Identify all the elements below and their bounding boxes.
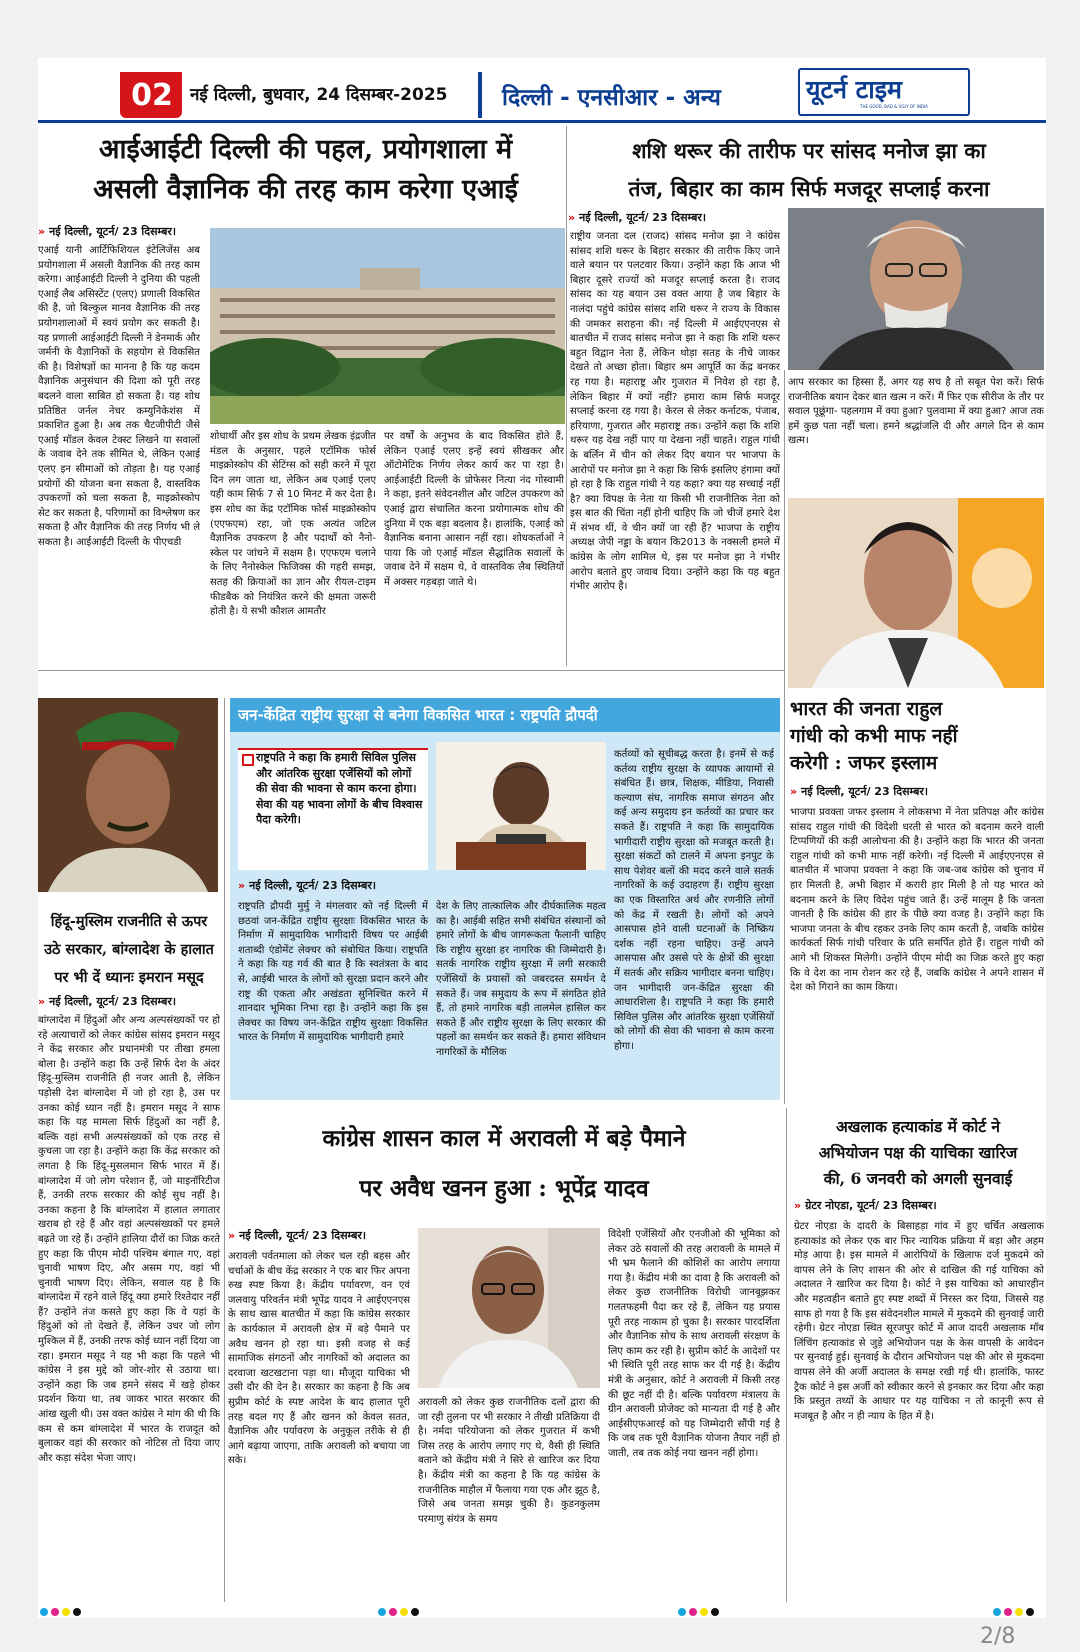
masthead — [38, 58, 1046, 122]
byline-president: » नई दिल्ली, यूटर्न/ 23 दिसम्बर। — [238, 879, 377, 892]
byline-aravalli: » नई दिल्ली, यूटर्न/ 23 दिसम्बर। — [228, 1229, 367, 1242]
aravalli-col2: अरावली को लेकर कुछ राजनीतिक दलों द्वारा की जा रही तुलना पर भी सरकार ने तीखी प्रतिक्रिया दी है। नर्मदा परियोजना को लेकर गुजरात में कभी जिस तरह के आरोप लगाए गए थे, वैसी ही स्थिति बताने को केंद्रीय मंत्री ने सिरे से खारिज कर दिया है। केंद्रीय मंत्री का कहना है कि यह कांग्रेस के राजनीतिक माहौल में फैलाया गया एक और झूठ है, जिसे अब जनता समझ चुकी है। कुडनकुलम परमाणु संयंत्र के समय — [418, 1397, 600, 1525]
iit-col3: पर वर्षों के अनुभव के बाद विकसित होते हैं, लेकिन एआई एलए इन्हें स्वयं सीखकर और ऑटोमेटिक निर्णय लेकर कार्य कर पा रहा है। आईआईटी दिल्ली के प्रोफेसर नित्या नंद गोस्वामी ने कहा, इतने संवेदनशील और जटिल उपकरण को एआई द्वारा संचालित करना प्रयोगात्मक शोध की दुनिया में एक बड़ा बदलाव है। हालांकि, एआई को वैज्ञानिक बनाना आसान नहीं रहा। शोधकर्ताओं ने पाया कि जो एआई मॉडल सैद्धांतिक सवालों के जवाब देने में सक्षम थे, वे वास्तविक लैब स्थितियों में अक्सर गड़बड़ा जाते थे। — [384, 431, 564, 588]
byline-iit: » नई दिल्ली, यूटर्न/ 23 दिसम्बर। — [38, 225, 177, 238]
headline-aravalli-line2: पर अवैध खनन हुआ : भूपेंद्र यादव — [359, 1175, 649, 1202]
headline-akhlaq-line2: अभियोजन पक्ष की याचिका खारिज — [818, 1143, 1018, 1162]
aravalli-col3: विदेशी एजेंसियों और एनजीओ की भूमिका को लेकर उठे सवालों की तरह अरावली के मामले में भी भ्रम फैलाने की कोशिशें का आरोप लगाया गया है। केंद्रीय मंत्री का दावा है कि अरावली को लेकर कुछ राजनीतिक विरोधी जानबूझकर गलतफहमी पैदा कर रहे हैं, लेकिन यह प्रयास पूरी तरह नाकाम हो चुका है। सरकार पारदर्शिता और वैज्ञानिक सोच के साथ अरावली संरक्षण के लिए काम कर रही है। सुप्रीम कोर्ट के आदेशों पर भी स्थिति पूरी तरह साफ कर दी गई है। केंद्रीय मंत्री के अनुसार, कोर्ट ने अरावली में किसी तरह की छूट नहीं दी है। बल्कि पर्यावरण मंत्रालय के ग्रीन अरावली प्रोजेक्ट को मान्यता दी गई है और आईसीएफआरई को यह जिम्मेदारी सौंपी गई है कि जब तक पूरी वैज्ञानिक योजना तैयार नहीं हो जाती, तब तक कोई नया खनन नहीं होगा। — [608, 1229, 780, 1459]
headline-zafar-line3: करेगी : जफर इस्लाम — [790, 752, 938, 774]
print-registration-marks — [993, 1608, 1034, 1616]
headline-manoj-jha-line1: शशि थरूर की तारीफ पर सांसद मनोज झा का — [632, 138, 986, 163]
headline-imran-masood — [38, 908, 220, 992]
headline-aravalli-line1: कांग्रेस शासन काल में अरावली में बड़े पैमाने — [322, 1125, 686, 1152]
byline-imran-masood: » नई दिल्ली, यूटर्न/ 23 दिसम्बर। — [38, 995, 177, 1008]
byline-manoj-jha: » नई दिल्ली, यूटर्न/ 23 दिसम्बर। — [568, 211, 707, 224]
dateline: नई दिल्ली, बुधवार, 24 दिसम्बर-2025 — [190, 85, 448, 105]
page-indicator: 2/8 — [980, 1624, 1016, 1649]
print-registration-marks — [40, 1608, 81, 1616]
column-rule — [566, 126, 567, 666]
president-headline: जन-केंद्रित राष्ट्रीय सुरक्षा से बनेगा विकसित भारत : राष्ट्रपति द्रौपदी — [238, 706, 598, 724]
section-divider — [478, 72, 482, 118]
zafar-islam-photo — [788, 498, 1044, 688]
imran-masood-photo — [38, 698, 218, 892]
president-col1: राष्ट्रपति द्रौपदी मुर्मु ने मंगलवार को नई दिल्ली में छठवां जन-केंद्रित राष्ट्रीय सुरक्षाः विकसित भारत के निर्माण में सामुदायिक भागीदारी विषय पर आईबी शताब्दी एंडोमेंट लेक्चर को संबोधित किया। राष्ट्रपति ने कहा कि यह गर्व की बात है कि स्वतंत्रता के बाद से, आईबी भारत के लोगों को सुरक्षा प्रदान करने और राष्ट्र की एकता और अखंडता सुनिश्चित करने में शानदार भूमिका निभा रहा है। उन्होंने कहा कि इस लेक्चर का विषय जन-केंद्रित राष्ट्रीय सुरक्षाः विकसित भारत के निर्माण में सामुदायिक भागीदारी हमारे — [238, 901, 428, 1044]
headline-iit-line2: असली वैज्ञानिक की तरह काम करेगा एआई — [93, 174, 518, 205]
headline-imran-line1: हिंदू-मुस्लिम राजनीति से ऊपर — [50, 913, 208, 930]
president-col3: कर्तव्यों को सूचीबद्ध करता है। इनमें से कई कर्तव्य राष्ट्रीय सुरक्षा के व्यापक आयामों से संबंधित हैं। छात्र, शिक्षक, मीडिया, निवासी कल्याण संघ, नागरिक समाज संगठन और कई अन्य समुदाय इन कर्तव्यों का प्रचार कर सकते हैं। राष्ट्रपति ने कहा कि सामुदायिक भागीदारी राष्ट्रीय सुरक्षा को मजबूत करती है। सुरक्षा संकटों को टालने में अपना इनपुट के साथ पेशेवर बलों की मदद करने वाले सतर्क नागरिकों के कई उदाहरण हैं। राष्ट्रीय सुरक्षा का एक विस्तारित अर्थ और रणनीति लोगों को केंद्र में रखती है। लोगों को अपने आसपास होने वाली घटनाओं के निष्क्रिय दर्शक नहीं रहना चाहिए। उन्हें अपने आसपास और उससे परे के क्षेत्रों की सुरक्षा में सतर्क और सक्रिय भागीदार बनना चाहिए। जन भागीदारी जन-केंद्रित सुरक्षा की आधारशिला है। राष्ट्रपति ने कहा कि हमारी सिविल पुलिस और आंतरिक सुरक्षा एजेंसियों को लोगों की सेवा की भावना से काम करना होगा। — [614, 749, 774, 1052]
section-title: दिल्ली - एनसीआर - अन्य — [502, 85, 721, 111]
zafar-islam-body: भाजपा प्रवक्ता जफर इस्लाम ने लोकसभा में नेता प्रतिपक्ष और कांग्रेस सांसद राहुल गांधी की विदेशी धरती से भारत को बदनाम करने वाली टिप्पणियों की कड़ी आलोचना की है। उन्होंने कहा कि भारत की जनता राहुल गांधी को कभी माफ नहीं करेगी। नई दिल्ली में आईएएनएस से बातचीत में भाजपा प्रवक्ता ने कहा कि जब-जब कांग्रेस को चुनाव में हार मिलती है, अभी बिहार में करारी हार मिली है तो यह भारत को बदनाम करने के लिए विदेश पहुंच जाते हैं। उन्हें मालूम है कि जनता जानती है कि कांग्रेस की हार के पीछे क्या वजह है। उन्होंने कहा कि भाजपा जनता के बीच रहकर उनके लिए काम करती है, जबकि कांग्रेस कार्यकर्ता सिर्फ गांधी परिवार के प्रति समर्पित होते हैं। राहुल गांधी को आगे भी शिकस्त मिलेगी। उन्होंने पीएम मोदी का जिक्र करते हुए कहा कि वे देश का नाम रोशन कर रहे हैं, जबकि कांग्रेस ने अपने शासन में देश को गिराने का काम किया। — [790, 807, 1044, 994]
iit-col1: एआई यानी आर्टिफिशियल इंटेलिजेंस अब प्रयोगशाला में असली वैज्ञानिक की तरह काम करेगा। आईआईटी दिल्ली ने दुनिया की पहली एआई लैब असिस्टेंट (एलए) प्रणाली विकसित की है, जो बिल्कुल मानव वैज्ञानिक की तरह प्रयोगशालाओं में स्वयं प्रयोग कर सकती है। यह प्रणाली आईआईटी दिल्ली ने डेनमार्क और जर्मनी के वैज्ञानिकों के सहयोग से विकसित की है। विशेषज्ञों का मानना है कि यह कदम वैज्ञानिक अनुसंधान की दिशा को पूरी तरह बदलने वाला साबित हो सकता है। यह शोध प्रतिष्ठित जर्नल नेचर कम्युनिकेशंस में प्रकाशित हुआ है। अब तक चैटजीपीटी जैसे एआई मॉडल केवल टेक्स्ट लिखने या सवालों के जवाब देने तक सीमित थे, लेकिन एआई एलए इन सीमाओं को तोड़ता है। यह एआई प्रयोगों की योजना बना सकता है, वास्तविक उपकरणों को चला सकता है, माइक्रोस्कोप सेट कर सकता है, परिणामों का विश्लेषण कर सकता है और वैज्ञानिक की तरह निर्णय भी ले सकता है। आईआईटी दिल्ली के पीएचडी — [38, 245, 200, 548]
quote-bullet-icon — [242, 754, 254, 766]
president-col2: देश के लिए तात्कालिक और दीर्घकालिक महत्व का है। आईबी सहित सभी संबंधित संस्थानों को हमारे लोगों के बीच जागरूकता फैलानी चाहिए कि राष्ट्रीय सुरक्षा हर नागरिक की जिम्मेदारी है। सतर्क नागरिक राष्ट्रीय सुरक्षा में लगी सरकारी एजेंसियों के प्रयासों को जबरदस्त समर्थन दे सकते हैं। जब समुदाय के रूप में संगठित होते हैं, तो हमारे नागरिक बड़ी तालमेल हासिल कर सकते हैं और राष्ट्रीय सुरक्षा के लिए सरकार की पहलों का समर्थन कर सकते हैं। हमारा संविधान नागरिकों के मौलिक — [436, 901, 606, 1058]
president-quote: राष्ट्रपति ने कहा कि हमारी सिविल पुलिस और आंतरिक सुरक्षा एजेंसियों को लोगों की सेवा की भावना से काम करना होगा। सेवा की यह भावना लोगों के बीच विश्वास पैदा करेगी। — [256, 751, 423, 826]
headline-imran-line2: उठे सरकार, बांग्लादेश के हालात — [44, 941, 214, 958]
headline-iit-line1: आईआईटी दिल्ली की पहल, प्रयोगशाला में — [98, 134, 513, 165]
header-rule — [38, 120, 1046, 123]
headline-aravalli — [228, 1114, 780, 1214]
akhlaq-body: ग्रेटर नोएडा के दादरी के बिसाहड़ा गांव में हुए चर्चित अखलाक हत्याकांड को लेकर एक बार फिर न्यायिक प्रक्रिया में बड़ा और अहम मोड़ आया है। इस मामले में आरोपियों के खिलाफ दर्ज मुकदमे को वापस लेने के लिए शासन की ओर से दाखिल की गई याचिका को अदालत ने खारिज कर दिया है। कोर्ट ने इस याचिका को आधारहीन और महत्वहीन बताते हुए स्पष्ट शब्दों में निरस्त कर दिया, जिससे यह साफ हो गया है कि इस संवेदनशील मामले में मुकदमे की सुनवाई जारी रहेगी। ग्रेटर नोएडा स्थित सूरजपुर कोर्ट में आज दादरी अखलाक मॉब लिंचिंग हत्याकांड से जुड़े अभियोजन पक्ष के केस वापसी के आवेदन पर सुनवाई हुई। सुनवाई के दौरान अभियोजन पक्ष की ओर से मुकदमा वापस लेने की अर्जी अदालत के समक्ष रखी गई थी। हालांकि, फास्ट ट्रैक कोर्ट ने इस अर्जी को स्वीकार करने से इनकार कर दिया और कहा कि प्रस्तुत तथ्यों के आधार पर यह याचिका न तो कानूनी रूप से मजबूत है और न ही न्याय के हित में है। — [794, 1221, 1044, 1422]
manoj-jha-body: राष्ट्रीय जनता दल (राजद) सांसद मनोज झा ने कांग्रेस सांसद शशि थरूर के बिहार सरकार की तारीफ किए जाने वाले बयान पर पलटवार किया। उन्होंने कहा कि आज भी बिहार दूसरे राज्यों को मजदूर सप्लाई करता है। राजद सांसद का यह बयान उस वक्त आया है जब बिहार के नालंदा पहुंचे कांग्रेस सांसद शशि थरूर ने राज्य के विकास की जमकर सराहना की। नई दिल्ली में आईएएनएस से बातचीत में राजद सांसद मनोज झा ने कहा कि शशि थरूर बहुत विद्वान नेता हैं, लेकिन थोड़ा सतह के नीचे जाकर देखते तो अच्छा होता। बिहार श्रम आपूर्ति का केंद्र बनकर रह गया है। महाराष्ट्र और गुजरात में निवेश हो रहा है, लेकिन बिहार में क्यों नहीं? हमारा काम सिर्फ मजदूर सप्लाई करना रह गया है। केरल से लेकर कर्नाटक, पंजाब, हरियाणा, गुजरात और महाराष्ट्र तक। उन्होंने कहा कि शशि थरूर यह देख नहीं पाए या देखना नहीं चाहते। राहुल गांधी के बर्लिन में चीन को लेकर दिए बयान पर भाजपा के आरोपों पर मनोज झा ने कहा कि सिर्फ इसलिए हंगामा क्यों हो रहा है कि राहुल गांधी ने यह कहा? क्या यह सच्चाई नहीं है? क्या विपक्ष के नेता या किसी भी राजनीतिक नेता को इस बात की चिंता नहीं होनी चाहिए कि जो चीजें हमारे देश में संभव थीं, वे चीन क्यों जा रही हैं? भाजपा के राष्ट्रीय अध्यक्ष जेपी नड्डा के बयान कि2013 के नक्सली हमले में कांग्रेस के लोग शामिल थे, इस पर मनोज झा ने गंभीर आरोप बताते हुए जवाब दिया। उन्होंने कहा कि यह बहुत गंभीर आरोप है। — [570, 231, 780, 593]
page-number: 02 — [131, 78, 173, 113]
print-registration-marks — [378, 1608, 419, 1616]
byline-akhlaq: » ग्रेटर नोएडा, यूटर्न/ 23 दिसम्बर। — [794, 1199, 937, 1212]
row-rule — [38, 670, 784, 671]
bhupender-yadav-photo — [418, 1228, 600, 1388]
headline-zafar-islam — [790, 696, 1044, 777]
president-photo — [436, 742, 606, 870]
print-registration-marks — [678, 1608, 719, 1616]
headline-zafar-line2: गांधी को कभी माफ नहीं — [790, 725, 958, 747]
brand-logo — [798, 68, 970, 116]
column-rule — [784, 370, 785, 1104]
brand-name: यूटर्न टाइम — [806, 75, 902, 104]
headline-akhlaq — [790, 1114, 1046, 1192]
brand-tagline: THE GOOD, BAD & UGLY OF INDIA — [860, 104, 928, 109]
iit-campus-photo — [210, 228, 565, 424]
aravalli-col1: अरावली पर्वतमाला को लेकर चल रही बहस और चर्चाओं के बीच केंद्र सरकार ने एक बार फिर अपना रुख स्पष्ट किया है। केंद्रीय पर्यावरण, वन एवं जलवायु परिवर्तन मंत्री भूपेंद्र यादव ने आईएएनएस के साथ खास बातचीत में कहा कि कांग्रेस सरकार के कार्यकाल में अरावली क्षेत्र में बड़े पैमाने पर अवैध खनन हो रहा था। इसी वजह से कई सामाजिक संगठनों और नागरिकों को अदालत का दरवाजा खटखटाना पड़ा था। मौजूदा याचिका भी उसी दौर की देन है। सरकार का कहना है कि अब सुप्रीम कोर्ट के स्पष्ट आदेश के बाद हालात पूरी तरह बदल गए हैं और खनन को केवल सतत, वैज्ञानिक और पर्यावरण के अनुकूल तरीके से ही आगे बढ़ाया जाएगा, ताकि अरावली को बचाया जा सके। — [228, 1251, 410, 1467]
iit-col2: शोधार्थी और इस शोध के प्रथम लेखक इंद्रजीत मंडल के अनुसार, पहले एटॉमिक फोर्स माइक्रोस्कोप की सेटिंग्स को सही करने में पूरा दिन लग जाता था, लेकिन अब एआई एलए यही काम सिर्फ 7 से 10 मिनट में कर देता है। इस शोध का केंद्र एटॉमिक फोर्स माइक्रोस्कोप (एएफएम) रहा, जो एक अत्यंत जटिल वैज्ञानिक उपकरण है और पदार्थों को नैनो-स्केल पर जांचने में सक्षम है। एएफएम चलाने के लिए नैनोस्केल फिजिक्स की गहरी समझ, सतह की क्रियाओं का ज्ञान और रीयल-टाइम फीडबैक को नियंत्रित करने की क्षमता जरूरी होती है। ये सभी कौशल आमतौर — [210, 431, 376, 618]
headline-manoj-jha — [572, 132, 1046, 208]
byline-zafar-islam: » नई दिल्ली, यूटर्न/ 23 दिसम्बर। — [790, 785, 929, 798]
column-rule — [786, 1108, 787, 1602]
headline-akhlaq-line1: अखलाक हत्याकांड में कोर्ट ने — [835, 1117, 1001, 1136]
headline-manoj-jha-line2: तंज, बिहार का काम सिर्फ मजदूर सप्लाई करना — [628, 176, 990, 201]
manoj-jha-photo — [788, 208, 1044, 370]
headline-imran-line3: पर भी दें ध्यानः इमरान मसूद — [54, 969, 204, 986]
manoj-jha-continued: आप सरकार का हिस्सा हैं, अगर यह सच है तो सबूत पेश करें। सिर्फ राजनीतिक बयान देकर बात खत्म न करें। मैं फिर एक सीरीज के तौर पर सवाल पूछूंगा- पहलगाम में क्या हुआ? पुलवामा में क्या हुआ? आज तक हमें कुछ पता नहीं चला। हमने श्रद्धांजलि दी और अगले दिन से काम खत्म। — [788, 377, 1044, 447]
headline-akhlaq-line3: की, 6 जनवरी को अगली सुनवाई — [823, 1169, 1013, 1188]
imran-masood-body: बांग्लादेश में हिंदुओं और अन्य अल्पसंख्यकों पर हो रहे अत्याचारों को लेकर कांग्रेस सांसद इमरान मसूद ने केंद्र सरकार और प्रधानमंत्री पर तीखा हमला बोला है। उन्होंने कहा कि उन्हें सिर्फ देश के अंदर हिंदू-मुस्लिम राजनीति ही नजर आती है, लेकिन पड़ोसी देश बांग्लादेश में जो हो रहा है, उस पर उनका कोई ध्यान नहीं है। इमरान मसूद ने साफ कहा कि यह मामला सिर्फ हिंदुओं का नहीं है, बल्कि वहां सभी अल्पसंख्यकों को एक तरह से कुचला जा रहा है। उन्होंने कहा कि केंद्र सरकार को लगता है कि हिंदू-मुसलमान सिर्फ भारत में हैं। बांग्लादेश में जो लोग परेशान हैं, जो माइनॉरिटीज हैं, उनकी तरफ सरकार की कोई सुध नहीं है। उनका कहना है कि बांग्लादेश में हालात लगातार खराब हो रहे हैं और वहां अल्पसंख्यकों पर हमले बढ़ते जा रहे हैं। उन्होंने हालिया दौरों का जिक्र करते हुए कहा कि पीएम मोदी पश्चिम बंगाल गए, वहां चुनावी भाषण दिए, और असम गए, वहां भी चुनावी भाषण दिए। लेकिन, सवाल यह है कि बांग्लादेश में रहने वाले हिंदू क्या हमारे रिश्तेदार नहीं हैं? उन्होंने तंज कसते हुए कहा कि वे यहां के हिंदुओं को तो देखते हैं, लेकिन उधर जो लोग मुश्किल में हैं, उनकी तरफ कोई ध्यान नहीं दिया जा रहा। इमरान मसूद ने यह भी कहा कि पहले भी कांग्रेस ने इस मुद्दे को जोर-शोर से उठाया था। उन्होंने कहा कि जब हमने संसद में खड़े होकर प्रदर्शन किया था, तब जाकर भारत सरकार की आंख खुली थी। उस वक्त कांग्रेस ने मांग की थी कि कम से कम बांग्लादेश में भारत के राजदूत को बुलाकर वहां की सरकार को नोटिस तो दिया जाए और कड़ा संदेश भेजा जाए। — [38, 1015, 220, 1464]
headline-zafar-line1: भारत की जनता राहुल — [790, 698, 943, 720]
newspaper-page — [38, 58, 1046, 1618]
column-rule — [224, 698, 225, 1602]
headline-iit — [48, 130, 563, 210]
